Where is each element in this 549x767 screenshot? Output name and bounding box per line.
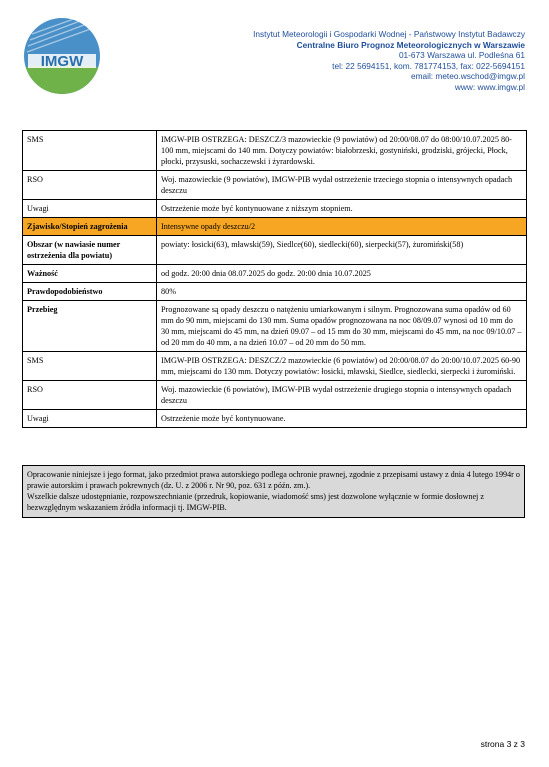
row-value: Woj. mazowieckie (6 powiatów), IMGW-PIB wydał ostrzeżenie drugiego stopnia o intensywnych opadach deszczu xyxy=(157,381,527,410)
header-institute: Instytut Meteorologii i Gospodarki Wodnej - Państwowy Instytut Badawczy xyxy=(253,29,525,39)
row-value: IMGW-PIB OSTRZEGA: DESZCZ/2 mazowieckie (6 powiatów) od 20:00/08.07 do 20:00/10.07.2025 60-90 mm, miejscami do 130 mm. Dotyczy powiatów: łosicki, mławski, Siedlce, siedlecki, sierpecki i żuromiński. xyxy=(157,352,527,381)
logo-text: IMGW xyxy=(40,53,84,70)
row-label: Ważność xyxy=(23,265,157,283)
row-value: od godz. 20:00 dnia 08.07.2025 do godz. 20:00 dnia 10.07.2025 xyxy=(157,265,527,283)
copyright-paragraph: Opracowanie niniejsze i jego format, jako przedmiot prawa autorskiego podlega ochronie prawnej, zgodnie z przepisami ustawy z dnia 4 lutego 1994r o prawie autorskim i prawach pokrewnych (dz. U. z 2006 r. Nr 90, poz. 631 z późn. zm.). xyxy=(27,470,520,490)
table-row xyxy=(23,200,527,218)
table-row xyxy=(23,171,527,200)
row-label: Zjawisko/Stopień zagrożenia xyxy=(23,218,157,236)
row-label: RSO xyxy=(23,381,157,410)
header-email[interactable]: email: meteo.wschod@imgw.pl xyxy=(410,71,525,82)
table-row xyxy=(23,301,527,352)
row-value: powiaty: łosicki(63), mławski(59), Siedlce(60), siedlecki(60), sierpecki(57), żuromiński(58) xyxy=(157,236,527,265)
row-label: Obszar (w nawiasie numer ostrzeżenia dla powiatu) xyxy=(23,236,157,265)
row-value: Prognozowane są opady deszczu o natężeniu umiarkowanym i silnym. Prognozowana suma opadów od 60 mm do 90 mm, miejscami do 130 mm. Suma opadów prognozowana na noc 08/09.07 wynosi od 10 mm do 30 mm, miejscami do 45 mm, na dzień 09.07 – od 15 mm do 30 mm, miejscami do 45 mm, na noc 09/10.07 – od 20 mm do 40 mm, a na dzień 10.07 – od 20 mm do 50 mm. xyxy=(157,301,527,352)
institution-header xyxy=(125,29,525,93)
row-value: IMGW-PIB OSTRZEGA: DESZCZ/3 mazowieckie (9 powiatów) od 20:00/08.07 do 08:00/10.07.2025 80-100 mm, miejscami do 140 mm. Dotyczy powiatów: białobrzeski, gostyniński, grodziski, grójecki, Płock, płocki, przysuski, sochaczewski i żyrardowski. xyxy=(157,131,527,171)
row-label: Uwagi xyxy=(23,410,157,428)
table-row xyxy=(23,236,527,265)
table-row xyxy=(23,131,527,171)
table-row xyxy=(23,381,527,410)
page-number: strona 3 z 3 xyxy=(480,739,525,749)
row-value: Woj. mazowieckie (9 powiatów), IMGW-PIB wydał ostrzeżenie trzeciego stopnia o intensywnych opadach deszczu xyxy=(157,171,527,200)
table-row xyxy=(23,352,527,381)
header-bureau: Centralne Biuro Prognoz Meteorologicznych w Warszawie xyxy=(296,39,525,50)
copyright-paragraph: Wszelkie dalsze udostępnianie, rozpowszechnianie (przedruk, kopiowanie, wiadomość sms) jest dozwolone wyłącznie w formie dosłownej z bezwzględnym wskazaniem źródła informacji tj. IMGW-PIB. xyxy=(27,492,484,512)
table-row xyxy=(23,410,527,428)
header-phone: tel: 22 5694151, kom. 781774153, fax: 022-5694151 xyxy=(332,60,525,71)
table-row xyxy=(23,265,527,283)
row-label: RSO xyxy=(23,171,157,200)
header-address: 01-673 Warszawa ul. Podleśna 61 xyxy=(398,50,525,61)
row-label: SMS xyxy=(23,131,157,171)
warning-table xyxy=(22,130,527,428)
row-label: SMS xyxy=(23,352,157,381)
row-value: 80% xyxy=(157,283,527,301)
table-row xyxy=(23,283,527,301)
row-value: Ostrzeżenie może być kontynuowane. xyxy=(157,410,527,428)
row-value: Ostrzeżenie może być kontynuowane z niższym stopniem. xyxy=(157,200,527,218)
row-value: Intensywne opady deszczu/2 xyxy=(157,218,527,236)
row-label: Uwagi xyxy=(23,200,157,218)
copyright-notice xyxy=(22,465,525,518)
row-label: Prawdopodobieństwo xyxy=(23,283,157,301)
header-www[interactable]: www: www.imgw.pl xyxy=(454,81,525,92)
row-label: Przebieg xyxy=(23,301,157,352)
table-row-hazard xyxy=(23,218,527,236)
imgw-logo xyxy=(22,16,102,96)
